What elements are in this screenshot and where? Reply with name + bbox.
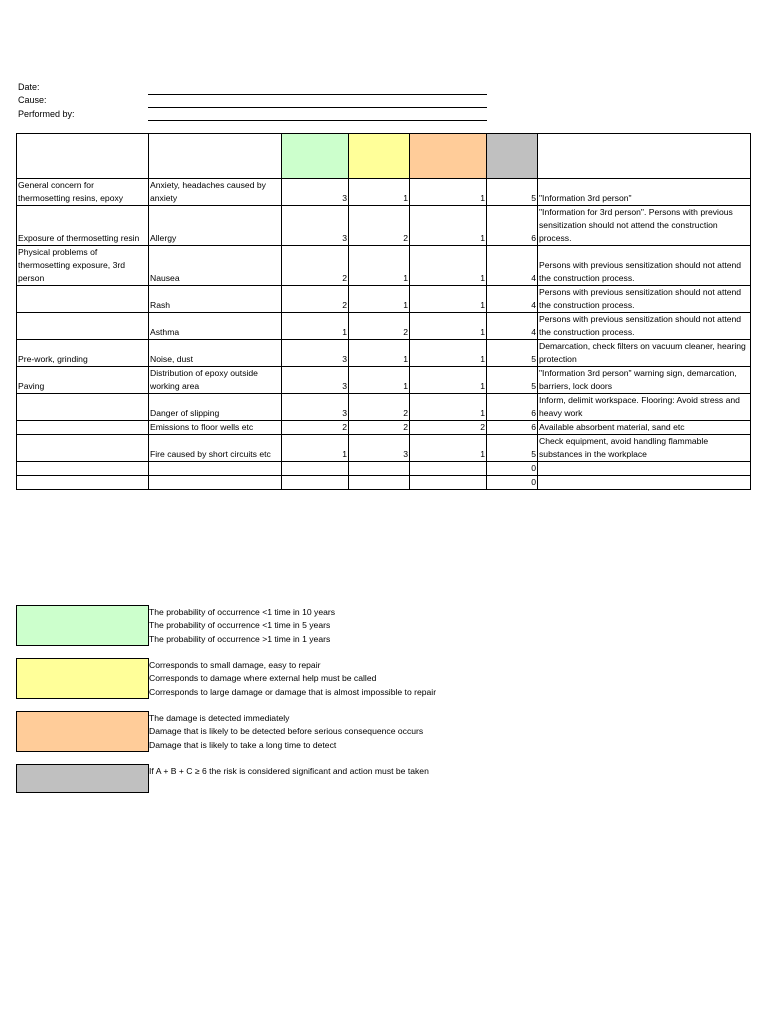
action-cell (538, 462, 751, 476)
value-b-cell: 1 (349, 367, 410, 394)
legend-line: Corresponds to damage where external help must be called (149, 673, 377, 684)
value-b-cell: 1 (349, 179, 410, 206)
value-a-cell: 2 (282, 286, 349, 313)
consequence-cell: Nausea (149, 246, 282, 286)
value-a-cell: 3 (282, 367, 349, 394)
value-b-cell: 2 (349, 394, 410, 421)
value-c-cell: 1 (410, 246, 487, 286)
sum-cell: 4 (487, 286, 538, 313)
sum-cell: 6 (487, 206, 538, 246)
value-c-cell: 1 (410, 179, 487, 206)
value-c-cell: 2 (410, 421, 487, 435)
header-hazard (17, 134, 149, 179)
action-cell: Demarcation, check filters on vacuum cleaner, hearing protection (538, 340, 751, 367)
action-cell: Persons with previous sensitization should not attend the construction process. (538, 313, 751, 340)
value-a-cell: 2 (282, 246, 349, 286)
action-cell: "Information 3rd person" (538, 179, 751, 206)
value-a-cell: 1 (282, 435, 349, 462)
consequence-cell: Allergy (149, 206, 282, 246)
table-row (17, 367, 751, 394)
sum-cell: 4 (487, 313, 538, 340)
legend-line: The probability of occurrence >1 time in 1 years (149, 633, 331, 644)
hazard-cell: Pre-work, grinding (17, 340, 149, 367)
date-line (148, 94, 487, 95)
table-row (17, 286, 751, 313)
value-a-cell: 3 (282, 206, 349, 246)
hazard-cell: Physical problems of thermosetting exposure, 3rd person (17, 246, 149, 286)
table-row (17, 435, 751, 462)
table-header-row (17, 134, 751, 179)
value-c-cell: 1 (410, 394, 487, 421)
action-cell: Inform, delimit workspace. Flooring: Avoid stress and heavy work (538, 394, 751, 421)
consequence-cell: Noise, dust (149, 340, 282, 367)
performed-by-line (148, 120, 487, 121)
value-b-cell: 2 (349, 313, 410, 340)
consequence-cell (149, 462, 282, 476)
performed-by-label: Performed by: (18, 109, 75, 119)
value-a-cell: 1 (282, 313, 349, 340)
action-cell (538, 476, 751, 490)
consequence-cell: Asthma (149, 313, 282, 340)
hazard-cell (17, 313, 149, 340)
risk-table (16, 133, 751, 490)
sum-cell: 0 (487, 462, 538, 476)
table-row (17, 206, 751, 246)
table-row (17, 476, 751, 490)
sum-cell: 0 (487, 476, 538, 490)
header-sum (487, 134, 538, 179)
value-b-cell: 3 (349, 435, 410, 462)
hazard-cell: General concern for thermosetting resins, epoxy (17, 179, 149, 206)
header-damage-b (349, 134, 410, 179)
legend-orange-swatch (16, 711, 149, 752)
table-row (17, 340, 751, 367)
action-cell: Check equipment, avoid handling flammable substances in the workplace (538, 435, 751, 462)
value-a-cell (282, 476, 349, 490)
sum-cell: 4 (487, 246, 538, 286)
consequence-cell: Danger of slipping (149, 394, 282, 421)
legend-gray-text (149, 765, 429, 778)
value-c-cell: 1 (410, 286, 487, 313)
value-c-cell: 1 (410, 340, 487, 367)
action-cell: "Information for 3rd person". Persons with previous sensitization should not attend the construction process. (538, 206, 751, 246)
legend-gray-swatch (16, 764, 149, 793)
legend-line: If A + B + C ≥ 6 the risk is considered significant and action must be taken (149, 766, 429, 776)
value-c-cell: 1 (410, 313, 487, 340)
legend-green-text (149, 606, 335, 646)
table-row (17, 246, 751, 286)
value-b-cell: 1 (349, 286, 410, 313)
sum-cell: 5 (487, 367, 538, 394)
table-row (17, 421, 751, 435)
legend-line: Damage that is likely to be detected before serious consequence occurs (149, 726, 424, 737)
legend-line: The probability of occurrence <1 time in 10 years (149, 607, 336, 617)
cause-label: Cause: (18, 95, 47, 105)
value-b-cell (349, 462, 410, 476)
legend-line: Corresponds to large damage or damage that is almost impossible to repair (149, 686, 437, 697)
table-row (17, 179, 751, 206)
consequence-cell (149, 476, 282, 490)
hazard-cell (17, 394, 149, 421)
value-c-cell: 1 (410, 435, 487, 462)
action-cell: Available absorbent material, sand etc (538, 421, 751, 435)
legend-green-swatch (16, 605, 149, 646)
sum-cell: 5 (487, 340, 538, 367)
consequence-cell: Rash (149, 286, 282, 313)
value-a-cell: 3 (282, 394, 349, 421)
consequence-cell: Emissions to floor wells etc (149, 421, 282, 435)
value-c-cell: 1 (410, 367, 487, 394)
hazard-cell (17, 462, 149, 476)
value-c-cell (410, 476, 487, 490)
hazard-cell: Paving (17, 367, 149, 394)
sum-cell: 6 (487, 421, 538, 435)
value-c-cell: 1 (410, 206, 487, 246)
sum-cell: 6 (487, 394, 538, 421)
value-b-cell: 1 (349, 246, 410, 286)
value-b-cell: 1 (349, 340, 410, 367)
sum-cell: 5 (487, 179, 538, 206)
legend-orange-text (149, 712, 423, 752)
action-cell: Persons with previous sensitization should not attend the construction process. (538, 246, 751, 286)
header-probability-a (282, 134, 349, 179)
table-row (17, 462, 751, 476)
value-b-cell: 2 (349, 206, 410, 246)
hazard-cell (17, 476, 149, 490)
consequence-cell: Fire caused by short circuits etc (149, 435, 282, 462)
legend-yellow-swatch (16, 658, 149, 699)
value-b-cell (349, 476, 410, 490)
sum-cell: 5 (487, 435, 538, 462)
table-row (17, 313, 751, 340)
legend-line: Corresponds to small damage, easy to repair (149, 660, 321, 670)
consequence-cell: Anxiety, headaches caused by anxiety (149, 179, 282, 206)
header-detection-c (410, 134, 487, 179)
header-consequence (149, 134, 282, 179)
value-b-cell: 2 (349, 421, 410, 435)
table-row (17, 394, 751, 421)
consequence-cell: Distribution of epoxy outside working area (149, 367, 282, 394)
hazard-cell: Exposure of thermosetting resin (17, 206, 149, 246)
date-label: Date: (18, 82, 40, 92)
legend-yellow-text (149, 659, 436, 699)
header-action (538, 134, 751, 179)
value-a-cell: 2 (282, 421, 349, 435)
action-cell: Persons with previous sensitization should not attend the construction process. (538, 286, 751, 313)
value-a-cell: 3 (282, 179, 349, 206)
legend-line: Damage that is likely to take a long time to detect (149, 739, 337, 750)
legend-line: The probability of occurrence <1 time in 5 years (149, 620, 331, 631)
cause-line (148, 107, 487, 108)
hazard-cell (17, 286, 149, 313)
hazard-cell (17, 435, 149, 462)
action-cell: "Information 3rd person" warning sign, demarcation, barriers, lock doors (538, 367, 751, 394)
value-a-cell: 3 (282, 340, 349, 367)
hazard-cell (17, 421, 149, 435)
value-a-cell (282, 462, 349, 476)
value-c-cell (410, 462, 487, 476)
legend-line: The damage is detected immediately (149, 713, 290, 723)
